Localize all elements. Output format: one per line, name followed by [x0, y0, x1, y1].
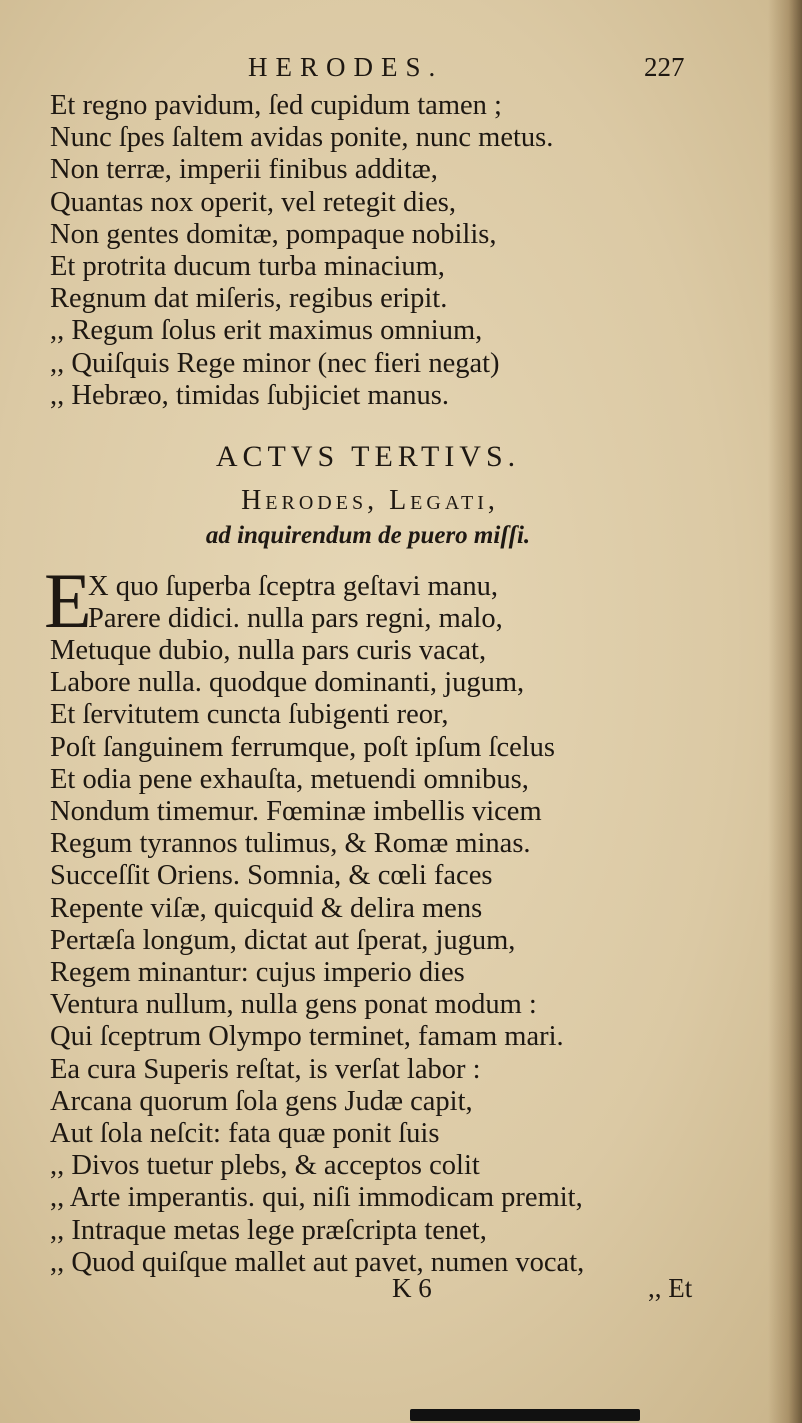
page-header — [0, 50, 802, 90]
verse-line: Pertæſa longum, dictat aut ſperat, jugum, — [50, 924, 516, 956]
verse-line: Qui ſceptrum Olympo terminet, famam mari. — [50, 1021, 564, 1053]
page-footer — [0, 1273, 802, 1313]
verse-line: Et protrita ducum turba minacium, — [50, 251, 445, 283]
verse-line: Regem minantur: cujus imperio dies — [50, 957, 465, 989]
verse-line: ,, Arte imperantis. qui, niſi immodicam premit, — [50, 1182, 583, 1214]
verse-line: Et ſervitutem cuncta ſubigenti reor, — [50, 699, 449, 731]
dramatis-personae: Herodes, Legati, — [241, 485, 499, 516]
verse-line: Aut ſola neſcit: fata quæ ponit ſuis — [50, 1118, 440, 1150]
verse-line: Et regno pavidum, ſed cupidum tamen ; — [50, 90, 502, 121]
verse-line: Nunc ſpes ſaltem avidas ponite, nunc metus. — [50, 122, 554, 154]
bottom-edge-bar — [410, 1409, 640, 1421]
verse-line: Quantas nox operit, vel retegit dies, — [50, 186, 457, 218]
verse-line: Poſt ſanguinem ferrumque, poſt ipſum ſcelus — [50, 731, 555, 763]
verse-line: Et odia pene exhauſta, metuendi omnibus, — [50, 763, 529, 795]
verse-block-top — [50, 90, 730, 412]
verse-line: Ea cura Superis reſtat, is verſat labor : — [50, 1053, 481, 1085]
verse-line: Metuque dubio, nulla pars curis vacat, — [50, 635, 487, 666]
verse-line: Succeſſit Oriens. Somnia, & cœli faces — [50, 860, 493, 892]
stage-direction: ad inquirendum de puero miſſi. — [205, 522, 531, 549]
verse-line: Non gentes domitæ, pompaque nobilis, — [50, 218, 497, 250]
verse-line: ,, Regum ſolus erit maximus omnium, — [50, 315, 483, 347]
verse-line: Repente viſæ, quicquid & delira mens — [50, 892, 483, 924]
page-number: 227 — [644, 52, 685, 82]
verse-line: ,, Divos tuetur plebs, & acceptos colit — [50, 1150, 480, 1182]
verse-line: ,, Hebræo, timidas ſubjiciet manus. — [50, 379, 449, 411]
verse-line: Labore nulla. quodque dominanti, jugum, — [50, 667, 525, 699]
verse-line: Regum tyrannos tulimus, & Romæ minas. — [50, 828, 531, 860]
verse-line: Non terræ, imperii finibus additæ, — [50, 154, 438, 186]
verse-line: ,, Quiſquis Rege minor (nec fieri negat) — [50, 347, 500, 379]
verse-line: ,, Intraque metas lege præſcripta tenet, — [50, 1214, 487, 1246]
scene-second-line: Parere didici. nulla pars regni, malo, — [88, 603, 503, 634]
signature-mark: K 6 — [392, 1273, 432, 1303]
scene-first-line: X quo ſuperba ſceptra geſtavi manu, — [88, 571, 498, 602]
running-head: HERODES. — [248, 52, 444, 82]
act-title: ACTVS TERTIVS. — [215, 440, 521, 473]
scene-verse-block — [50, 635, 584, 1279]
verse-line: Regnum dat miſeris, regibus eripit. — [50, 283, 448, 315]
drop-initial: E — [44, 557, 92, 644]
verse-line: Ventura nullum, nulla gens ponat modum : — [50, 989, 537, 1021]
page-gutter-shadow — [768, 0, 802, 1423]
verse-line: Nondum timemur. Fœminæ imbellis vicem — [50, 796, 542, 828]
verse-line: Arcana quorum ſola gens Judæ capit, — [50, 1085, 473, 1117]
verse-line: ,, Quod quiſque mallet aut pavet, numen vocat, — [50, 1246, 585, 1278]
catchword: ,, Et — [648, 1273, 693, 1303]
